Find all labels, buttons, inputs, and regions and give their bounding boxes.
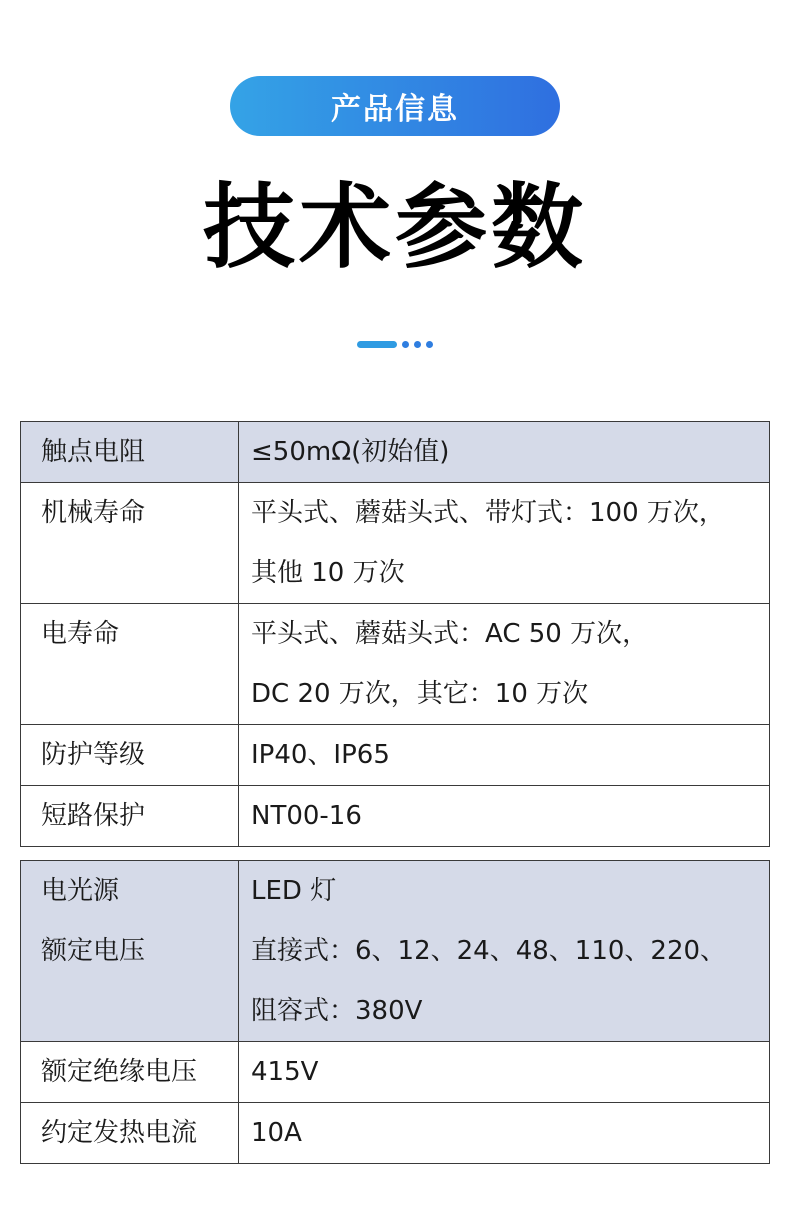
spec-table-contacts bbox=[20, 421, 770, 847]
row-label-cell bbox=[21, 604, 239, 725]
row-value: 平头式、蘑菇头式、带灯式：100 万次， bbox=[251, 498, 725, 528]
row-value-cell bbox=[239, 861, 770, 1042]
row-value: NT00-16 bbox=[251, 801, 362, 831]
row-label-cell bbox=[21, 422, 239, 483]
table-row bbox=[21, 1103, 770, 1164]
table-row bbox=[21, 725, 770, 786]
row-value: 阻容式：380V bbox=[251, 996, 423, 1026]
row-label: 额定电压 bbox=[41, 936, 146, 966]
row-label: 防护等级 bbox=[41, 740, 146, 770]
row-value: 其他 10 万次 bbox=[251, 558, 405, 588]
table-row bbox=[21, 483, 770, 604]
row-value: 直接式：6、12、24、48、110、220、 bbox=[251, 936, 727, 966]
spec-table-electrical bbox=[20, 860, 770, 1164]
table-row bbox=[21, 786, 770, 847]
row-label: 约定发热电流 bbox=[41, 1118, 198, 1148]
row-label: 电光源 bbox=[41, 876, 120, 906]
row-label-cell bbox=[21, 786, 239, 847]
row-value-cell bbox=[239, 422, 770, 483]
row-value-cell bbox=[239, 1042, 770, 1103]
table-row bbox=[21, 1042, 770, 1103]
row-value: DC 20 万次，其它：10 万次 bbox=[251, 679, 589, 709]
row-label-cell bbox=[21, 725, 239, 786]
section-pill-label: 产品信息 bbox=[331, 92, 459, 127]
table-row bbox=[21, 861, 770, 1042]
table-row bbox=[21, 422, 770, 483]
row-value: 10A bbox=[251, 1118, 302, 1148]
row-value-cell bbox=[239, 483, 770, 604]
row-value-cell bbox=[239, 725, 770, 786]
divider-dot bbox=[414, 341, 421, 348]
row-label: 额定绝缘电压 bbox=[41, 1057, 198, 1087]
row-label: 触点电阻 bbox=[41, 437, 146, 467]
row-label: 短路保护 bbox=[41, 801, 146, 831]
table-row bbox=[21, 604, 770, 725]
row-value-cell bbox=[239, 604, 770, 725]
section-pill bbox=[230, 76, 560, 136]
row-label-cell bbox=[21, 861, 239, 1042]
row-value: 平头式、蘑菇头式：AC 50 万次， bbox=[251, 619, 649, 649]
divider-dot bbox=[426, 341, 433, 348]
row-value: LED 灯 bbox=[251, 876, 337, 906]
row-value-cell bbox=[239, 786, 770, 847]
row-label-cell bbox=[21, 1103, 239, 1164]
divider-bar bbox=[357, 341, 397, 348]
divider-dot bbox=[402, 341, 409, 348]
row-value: 415V bbox=[251, 1057, 319, 1087]
row-label-cell bbox=[21, 1042, 239, 1103]
row-value: ≤50mΩ(初始值) bbox=[251, 437, 450, 467]
row-value: IP40、IP65 bbox=[251, 740, 390, 770]
row-label-cell bbox=[21, 483, 239, 604]
row-label: 机械寿命 bbox=[41, 498, 146, 528]
page-title: 技术参数 bbox=[202, 174, 587, 281]
title-divider-decoration bbox=[357, 340, 433, 348]
row-value-cell bbox=[239, 1103, 770, 1164]
row-label: 电寿命 bbox=[41, 619, 120, 649]
